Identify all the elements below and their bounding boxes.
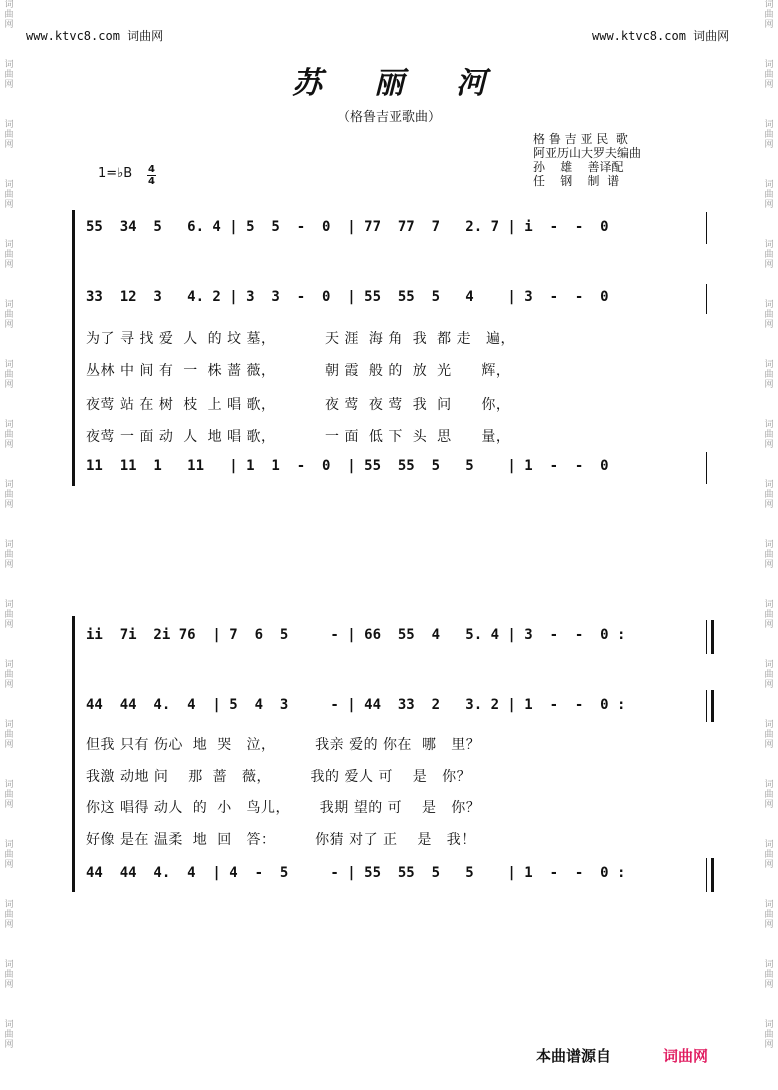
end-barline	[706, 284, 707, 314]
lyric-line: 丛林 中 间 有 一 株 蔷 薇， 朝 霞 般 的 放 光 辉，	[86, 363, 511, 379]
side-watermark-glyph: 词 曲 网	[764, 660, 774, 690]
credit-line: 任 钢 制 谱	[533, 174, 620, 188]
end-barline	[706, 452, 707, 484]
side-watermark-glyph: 词 曲 网	[4, 480, 14, 510]
side-watermark-glyph: 词 曲 网	[4, 420, 14, 450]
side-watermark-glyph: 词 曲 网	[764, 600, 774, 630]
side-watermark-glyph: 词 曲 网	[764, 960, 774, 990]
side-watermark-glyph: 词 曲 网	[764, 180, 774, 210]
lyric-line: 夜莺 一 面 动 人 地 唱 歌， 一 面 低 下 头 思 量，	[86, 429, 511, 445]
side-watermark-glyph: 词 曲 网	[764, 840, 774, 870]
title-char: 河	[456, 66, 486, 101]
repeat-barline	[706, 858, 714, 892]
side-watermark-glyph: 词 曲 网	[4, 240, 14, 270]
alto-line: 44 44 4. 4 | 5 4 3 - | 44 33 2 3. 2 | 1 - - 0 :	[86, 697, 626, 713]
bass-line: 11 11 1 11 | 1 1 - 0 | 55 55 5 5 | 1 - - 0	[86, 458, 609, 474]
side-watermark-glyph: 词 曲 网	[4, 180, 14, 210]
repeat-barline	[706, 690, 714, 722]
footer-source-text: 本曲谱源自	[536, 1047, 612, 1065]
key-signature: 1=♭B	[98, 166, 133, 181]
song-title	[0, 58, 778, 102]
soprano-line: ii 7i 2i 76 | 7 6 5 - | 66 55 4 5. 4 | 3 - - 0 :	[86, 627, 626, 643]
alto-line: 33 12 3 4. 2 | 3 3 - 0 | 55 55 5 4 | 3 - - 0	[86, 289, 609, 305]
credit-line: 格 鲁 吉 亚 民 歌	[533, 132, 628, 146]
song-subtitle: （格鲁吉亚歌曲）	[336, 110, 441, 125]
side-watermark-glyph: 词 曲 网	[4, 60, 14, 90]
side-watermark-glyph: 词 曲 网	[764, 0, 774, 30]
time-sig-top: 4	[148, 164, 155, 175]
title-char: 苏	[292, 66, 322, 101]
side-watermark-right	[762, 0, 776, 1090]
side-watermark-glyph: 词 曲 网	[4, 660, 14, 690]
system-brace	[72, 210, 79, 486]
side-watermark-glyph: 词 曲 网	[764, 360, 774, 390]
lyric-line: 我激 动地 问 那 蔷 薇， 我的 爱人 可 是 你？	[86, 769, 472, 785]
side-watermark-glyph: 词 曲 网	[764, 540, 774, 570]
side-watermark-glyph: 词 曲 网	[4, 780, 14, 810]
side-watermark-glyph: 词 曲 网	[764, 300, 774, 330]
side-watermark-glyph: 词 曲 网	[4, 900, 14, 930]
bass-line: 44 44 4. 4 | 4 - 5 - | 55 55 5 5 | 1 - - 0 :	[86, 865, 626, 881]
side-watermark-glyph: 词 曲 网	[4, 1020, 14, 1050]
lyric-line: 你这 唱得 动人 的 小 鸟儿， 我期 望的 可 是 你？	[86, 800, 481, 816]
lyric-line: 但我 只有 伤心 地 哭 泣， 我亲 爱的 你在 哪 里？	[86, 737, 481, 753]
lyric-line: 好像 是在 温柔 地 回 答： 你猜 对了 正 是 我！	[86, 832, 476, 848]
side-watermark-glyph: 词 曲 网	[764, 420, 774, 450]
lyric-line: 夜莺 站 在 树 枝 上 唱 歌， 夜 莺 夜 莺 我 问 你，	[86, 397, 511, 413]
side-watermark-glyph: 词 曲 网	[4, 960, 14, 990]
time-sig-bottom: 4	[148, 176, 155, 187]
side-watermark-glyph: 词 曲 网	[4, 720, 14, 750]
side-watermark-glyph: 词 曲 网	[764, 780, 774, 810]
soprano-line: 55 34 5 6. 4 | 5 5 - 0 | 77 77 7 2. 7 | i - - 0	[86, 219, 609, 235]
end-barline	[706, 212, 707, 244]
side-watermark-glyph: 词 曲 网	[4, 360, 14, 390]
repeat-barline	[706, 620, 714, 654]
footer-source	[536, 1045, 708, 1066]
credit-line: 孙 雄 善译配	[533, 160, 624, 174]
side-watermark-glyph: 词 曲 网	[764, 900, 774, 930]
lyric-line: 为了 寻 找 爱 人 的 坟 墓， 天 涯 海 角 我 都 走 遍，	[86, 331, 515, 347]
title-char: 丽	[374, 66, 404, 101]
side-watermark-glyph: 词 曲 网	[764, 720, 774, 750]
time-signature	[147, 164, 156, 187]
footer-brand[interactable]: 词曲网	[663, 1047, 709, 1065]
side-watermark-glyph: 词 曲 网	[764, 240, 774, 270]
site-watermark-left: www.ktvc8.com 词曲网	[26, 29, 164, 43]
side-watermark-left	[2, 0, 16, 1090]
side-watermark-glyph: 词 曲 网	[4, 540, 14, 570]
credit-line: 阿亚历山大罗夫编曲	[533, 146, 642, 160]
site-watermark-right: www.ktvc8.com 词曲网	[592, 29, 730, 43]
side-watermark-glyph: 词 曲 网	[4, 600, 14, 630]
side-watermark-glyph: 词 曲 网	[4, 0, 14, 30]
side-watermark-glyph: 词 曲 网	[4, 120, 14, 150]
side-watermark-glyph: 词 曲 网	[764, 480, 774, 510]
side-watermark-glyph: 词 曲 网	[4, 840, 14, 870]
system-brace	[72, 616, 79, 892]
side-watermark-glyph: 词 曲 网	[4, 300, 14, 330]
side-watermark-glyph: 词 曲 网	[764, 1020, 774, 1050]
side-watermark-glyph: 词 曲 网	[764, 120, 774, 150]
credits	[533, 132, 641, 188]
side-watermark-glyph: 词 曲 网	[764, 60, 774, 90]
